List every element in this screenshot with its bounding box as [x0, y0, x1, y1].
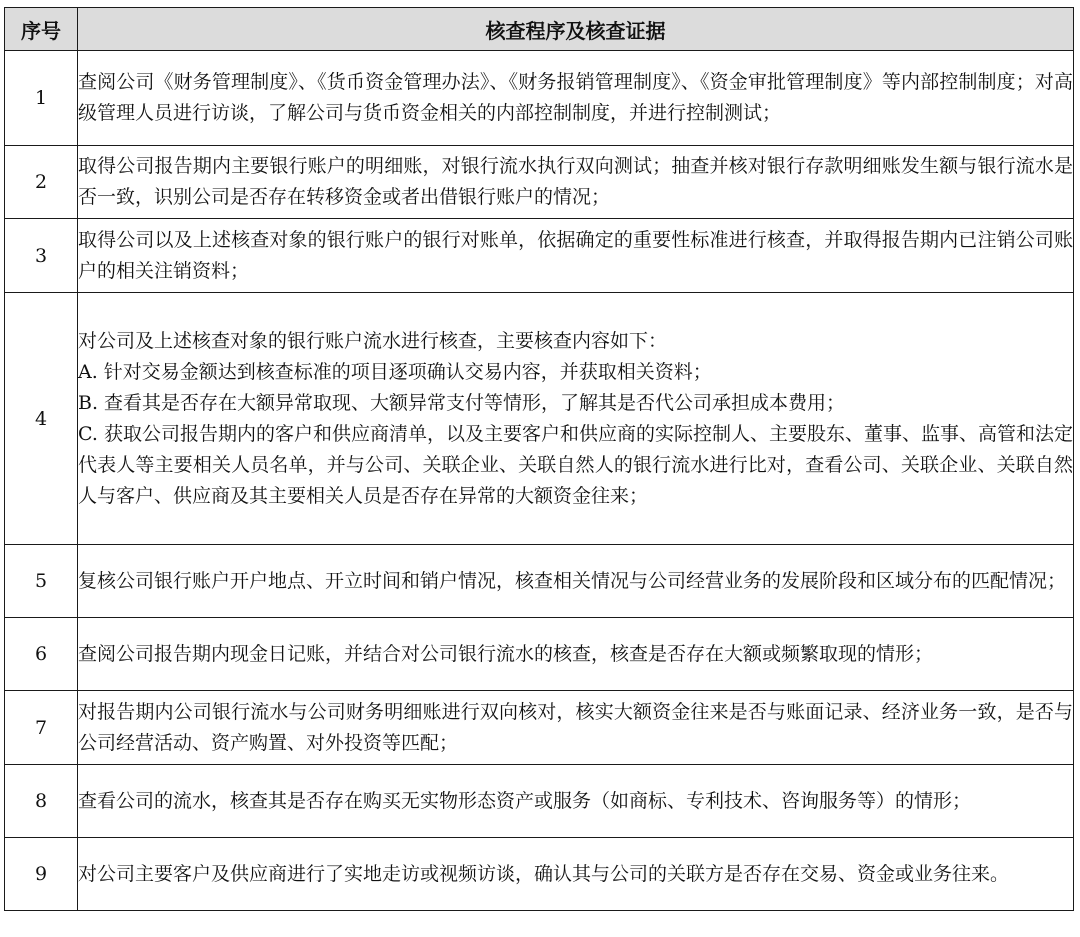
- procedure-table: [4, 7, 1074, 911]
- row-number: 5: [5, 545, 78, 618]
- row-line: C. 获取公司报告期内的客户和供应商清单，以及主要客户和供应商的实际控制人、主要股东、董事、监事、高管和法定代表人等主要相关人员名单，并与公司、关联企业、关联自然人的银行流水进行比对，查看公司、关联企业、关联自然人与客户、供应商及其主要相关人员是否存在异常的大额资金往来；: [78, 422, 1073, 507]
- row-line: 取得公司报告期内主要银行账户的明细账，对银行流水执行双向测试；抽查并核对银行存款明细账发生额与银行流水是否一致，识别公司是否存在转移资金或者出借银行账户的情况；: [78, 155, 1073, 208]
- table-row: [5, 691, 1074, 765]
- row-text: [78, 691, 1074, 765]
- row-line: 对公司主要客户及供应商进行了实地走访或视频访谈，确认其与公司的关联方是否存在交易、资金或业务往来。: [78, 862, 1010, 885]
- row-text: [78, 545, 1074, 618]
- table-header-row: [5, 8, 1074, 51]
- table-row: [5, 545, 1074, 618]
- row-line: 复核公司银行账户开户地点、开立时间和销户情况，核查相关情况与公司经营业务的发展阶段和区域分布的匹配情况；: [78, 569, 1067, 592]
- row-line: A. 针对交易金额达到核查标准的项目逐项确认交易内容，并获取相关资料；: [78, 360, 712, 383]
- row-number: 9: [5, 838, 78, 911]
- table-row: [5, 293, 1074, 545]
- row-number: 7: [5, 691, 78, 765]
- table-row: [5, 838, 1074, 911]
- row-text: [78, 838, 1074, 911]
- row-text: [78, 51, 1074, 146]
- row-line: 查阅公司报告期内现金日记账，并结合对公司银行流水的核查，核查是否存在大额或频繁取现的情形；: [78, 642, 934, 665]
- row-text: [78, 618, 1074, 691]
- row-line: 对报告期内公司银行流水与公司财务明细账进行双向核对，核实大额资金往来是否与账面记录、经济业务一致，是否与公司经营活动、资产购置、对外投资等匹配；: [78, 700, 1073, 754]
- row-text: [78, 146, 1074, 219]
- row-number: 8: [5, 765, 78, 838]
- header-procedure: 核查程序及核查证据: [78, 8, 1074, 51]
- row-text: [78, 219, 1074, 293]
- row-number: 6: [5, 618, 78, 691]
- row-text: [78, 765, 1074, 838]
- row-number: 2: [5, 146, 78, 219]
- table-row: [5, 219, 1074, 293]
- row-line: 对公司及上述核查对象的银行账户流水进行核查，主要核查内容如下：: [78, 329, 668, 352]
- row-number: 3: [5, 219, 78, 293]
- row-number: 4: [5, 293, 78, 545]
- row-text: [78, 293, 1074, 545]
- row-line: 查阅公司《财务管理制度》、《货币资金管理办法》、《财务报销管理制度》、《资金审批管理制度》等内部控制制度；对高级管理人员进行访谈，了解公司与货币资金相关的内部控制制度，并进行控制测试；: [78, 71, 1073, 124]
- row-line: B. 查看其是否存在大额异常取现、大额异常支付等情形，了解其是否代公司承担成本费用；: [78, 391, 846, 414]
- table-row: [5, 765, 1074, 838]
- table-row: [5, 51, 1074, 146]
- header-serial: 序号: [5, 8, 78, 51]
- table-row: [5, 618, 1074, 691]
- table-row: [5, 146, 1074, 219]
- row-line: 查看公司的流水，核查其是否存在购买无实物形态资产或服务（如商标、专利技术、咨询服务等）的情形；: [78, 789, 972, 812]
- row-number: 1: [5, 51, 78, 146]
- row-line: 取得公司以及上述核查对象的银行账户的银行对账单，依据确定的重要性标准进行核查，并取得报告期内已注销公司账户的相关注销资料；: [78, 228, 1073, 282]
